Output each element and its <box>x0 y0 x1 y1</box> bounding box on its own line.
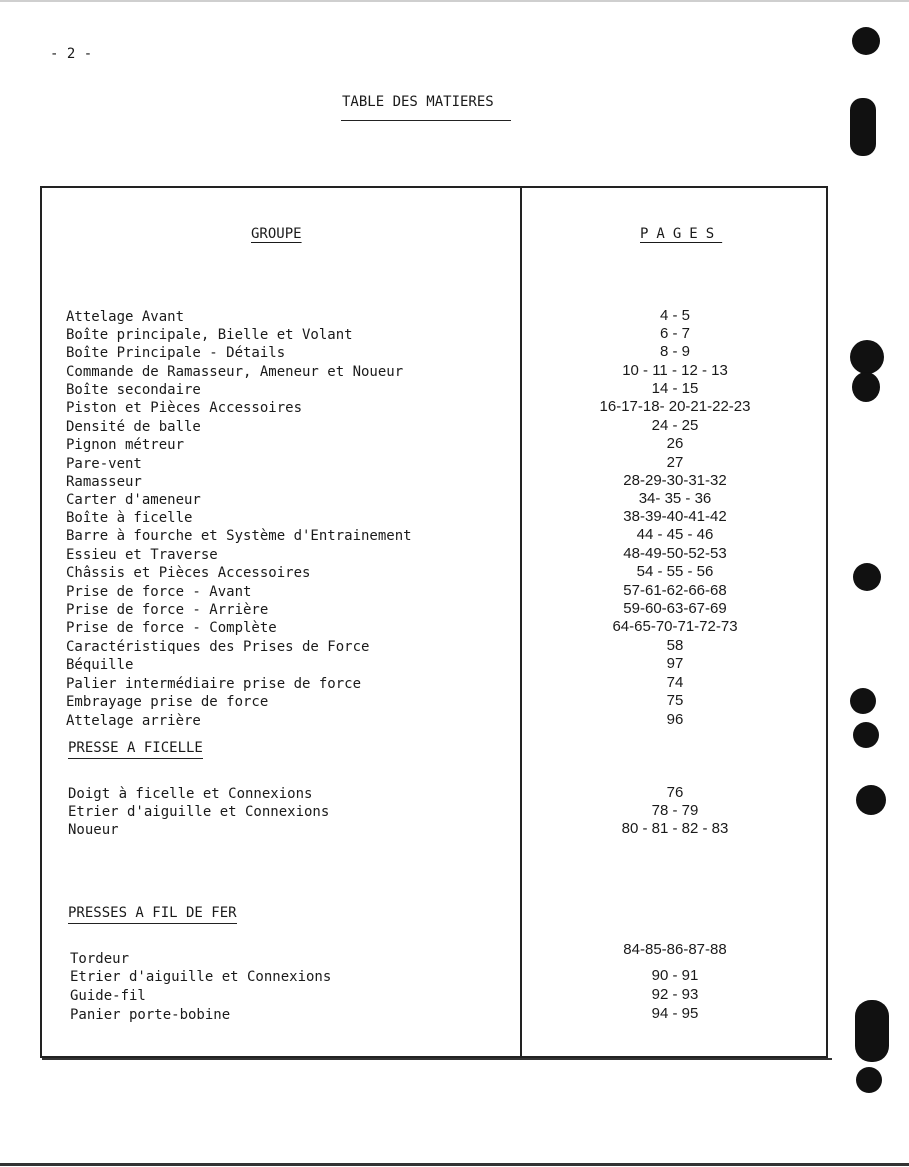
toc-entry-pages: 92 - 93 <box>651 986 699 1003</box>
punch-hole-mark <box>853 563 881 591</box>
toc-entry-label: Guide-fil <box>70 988 146 1004</box>
toc-entry-pages: 16-17-18- 20-21-22-23 <box>599 398 751 415</box>
toc-entry-pages: 4 - 5 <box>659 307 690 324</box>
toc-entry-label: Doigt à ficelle et Connexions <box>68 786 313 802</box>
scan-top-edge <box>0 0 909 2</box>
toc-row <box>0 822 909 840</box>
toc-entry-label: Prise de force - Complète <box>66 620 277 636</box>
toc-entry-pages: 59-60-63-67-69 <box>623 600 727 617</box>
punch-hole-mark <box>853 722 879 748</box>
toc-row <box>0 345 909 363</box>
toc-entry-pages: 26 <box>666 435 684 452</box>
toc-entry-pages: 38-39-40-41-42 <box>623 508 727 525</box>
toc-entry-label: Etrier d'aiguille et Connexions <box>68 804 330 820</box>
toc-entry-pages: 74 <box>666 674 684 691</box>
toc-entry-pages: 54 - 55 - 56 <box>636 563 714 580</box>
toc-entry-pages: 84-85-86-87-88 <box>623 941 727 958</box>
punch-hole-mark <box>850 688 876 714</box>
toc-row <box>0 620 909 638</box>
toc-entry-pages: 90 - 91 <box>651 967 699 984</box>
toc-entry-label: Piston et Pièces Accessoires <box>66 400 303 416</box>
toc-row <box>0 437 909 455</box>
toc-entry-pages: 8 - 9 <box>659 343 690 360</box>
toc-entry-pages: 58 <box>666 637 684 654</box>
punch-hole-mark <box>856 785 886 815</box>
toc-entry-pages: 75 <box>666 692 684 709</box>
toc-entry-label: Noueur <box>68 822 119 838</box>
toc-entry-label: Prise de force - Arrière <box>66 602 269 618</box>
toc-row <box>0 657 909 675</box>
toc-entry-label: Panier porte-bobine <box>70 1007 231 1023</box>
toc-entry-label: Boîte principale, Bielle et Volant <box>66 327 353 343</box>
toc-entry-pages: 97 <box>666 655 684 672</box>
toc-row <box>0 1007 909 1025</box>
toc-entry-label: Barre à fourche et Système d'Entrainement <box>66 528 412 544</box>
toc-entry-pages: 80 - 81 - 82 - 83 <box>621 820 729 837</box>
section-title-presses-fil-de-fer: PRESSES A FIL DE FER <box>68 905 237 924</box>
punch-hole-mark <box>856 1067 882 1093</box>
toc-entry-pages: 44 - 45 - 46 <box>636 526 714 543</box>
toc-entry-label: Embrayage prise de force <box>66 694 269 710</box>
toc-entry-label: Boîte à ficelle <box>66 510 193 526</box>
toc-entry-label: Châssis et Pièces Accessoires <box>66 565 311 581</box>
table-bottom-shadow <box>42 1058 832 1060</box>
punch-hole-mark <box>852 27 880 55</box>
punch-hole-mark <box>850 340 884 374</box>
pages-column-header: PAGES <box>640 226 723 242</box>
toc-row <box>0 969 909 987</box>
toc-entry-pages: 57-61-62-66-68 <box>623 582 727 599</box>
toc-entry-label: Attelage Avant <box>66 309 185 325</box>
toc-entry-label: Tordeur <box>70 951 130 967</box>
page-number: - 2 - <box>50 46 93 62</box>
title-underline <box>341 120 511 121</box>
toc-entry-pages: 34- 35 - 36 <box>638 490 712 507</box>
toc-row <box>0 565 909 583</box>
toc-entry-label: Pignon métreur <box>66 437 185 453</box>
toc-entry-pages: 64-65-70-71-72-73 <box>612 618 738 635</box>
toc-entry-label: Boîte Principale - Détails <box>66 345 286 361</box>
toc-entry-pages: 14 - 15 <box>651 380 699 397</box>
toc-entry-pages: 6 - 7 <box>659 325 690 342</box>
toc-entry-pages: 10 - 11 - 12 - 13 <box>622 362 728 379</box>
toc-entry-pages: 28-29-30-31-32 <box>623 472 727 489</box>
toc-entry-label: Etrier d'aiguille et Connexions <box>70 969 332 985</box>
toc-row <box>0 988 909 1006</box>
toc-entry-label: Boîte secondaire <box>66 382 201 398</box>
toc-entry-label: Commande de Ramasseur, Ameneur et Noueur <box>66 364 404 380</box>
binder-clip-mark <box>855 1000 889 1062</box>
toc-entry-label: Ramasseur <box>66 474 142 490</box>
toc-entry-label: Palier intermédiaire prise de force <box>66 676 362 692</box>
toc-row <box>0 694 909 712</box>
toc-row <box>0 400 909 418</box>
toc-entry-label: Caractéristiques des Prises de Force <box>66 639 370 655</box>
toc-entry-pages: 94 - 95 <box>651 1005 699 1022</box>
toc-entry-label: Pare-vent <box>66 456 142 472</box>
toc-entry-label: Essieu et Traverse <box>66 547 218 563</box>
punch-hole-mark <box>852 372 880 402</box>
toc-entry-label: Densité de balle <box>66 419 201 435</box>
groupe-column-header: GROUPE <box>251 226 302 242</box>
scan-bottom-edge <box>0 1163 909 1166</box>
binder-clip-mark <box>850 98 876 156</box>
toc-entry-label: Attelage arrière <box>66 713 201 729</box>
section-title-presse-ficelle: PRESSE A FICELLE <box>68 740 203 759</box>
toc-entry-pages: 96 <box>666 711 684 728</box>
toc-entry-label: Prise de force - Avant <box>66 584 252 600</box>
toc-entry-label: Carter d'ameneur <box>66 492 201 508</box>
toc-row <box>0 528 909 546</box>
toc-entry-pages: 48-49-50-52-53 <box>623 545 727 562</box>
document-title: TABLE DES MATIERES <box>342 94 494 110</box>
toc-entry-pages: 76 <box>666 784 684 801</box>
toc-entry-pages: 27 <box>666 454 684 471</box>
toc-entry-label: Béquille <box>66 657 134 673</box>
toc-entry-pages: 78 - 79 <box>651 802 699 819</box>
toc-row <box>0 713 909 731</box>
toc-entry-pages: 24 - 25 <box>651 417 699 434</box>
